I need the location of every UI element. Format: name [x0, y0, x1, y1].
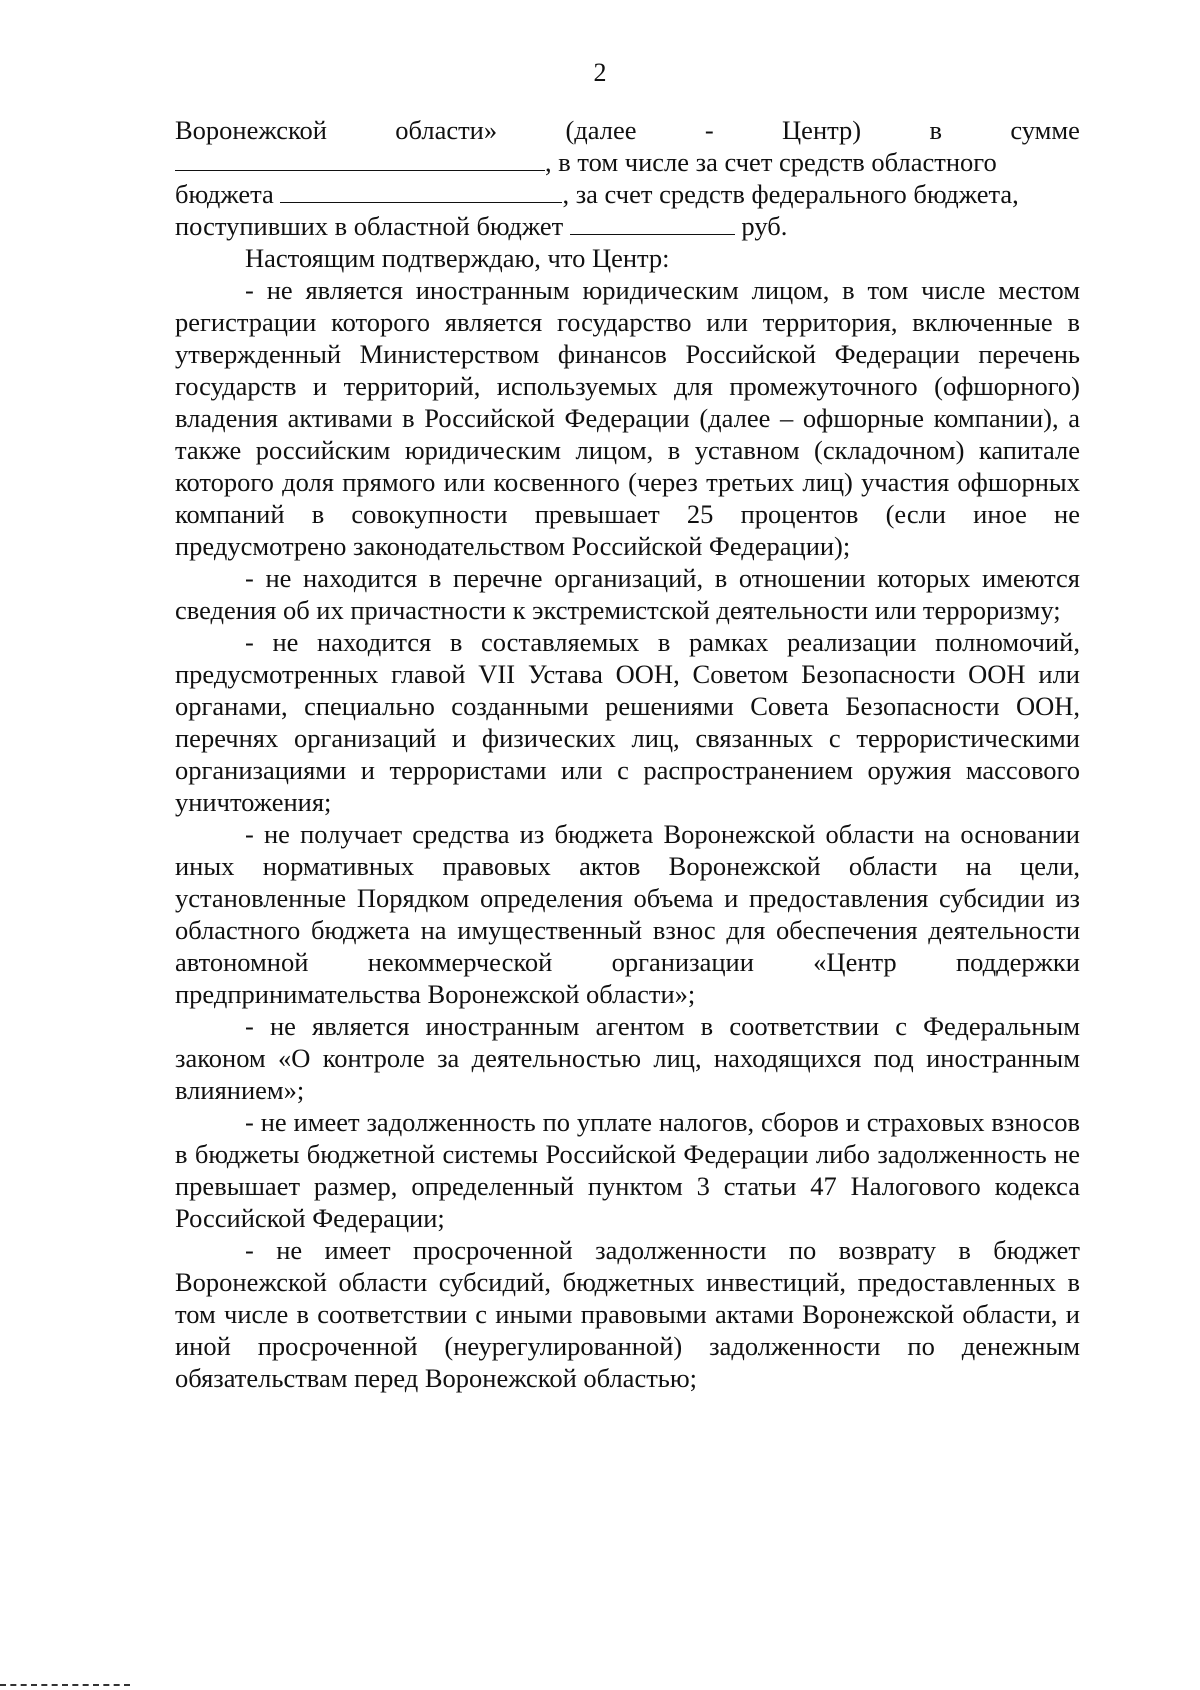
page-number: 2	[593, 58, 607, 87]
intro-word: области»	[395, 115, 498, 145]
intro-word: Центр)	[782, 115, 862, 145]
condition-item: - не имеет просроченной задолженности по возврату в бюджет Воронежской области субсидий, бюджетных инвестиций, предоставленных в том числе в соответствии с иными правовыми актами Воронежской области, и иной просроченной (неурегулированной) задолженности по денежным обязательствам перед Воронежской областью;	[175, 1235, 1080, 1393]
intro-line-2: , в том числе за счет средств областного	[175, 146, 1080, 178]
condition-item: - не имеет задолженность по уплате налогов, сборов и страховых взносов в бюджеты бюджетной системы Российской Федерации либо задолженность не превышает размер, определенный пунктом 3 статьи 47 Налогового кодекса Российской Федерации;	[175, 1107, 1080, 1233]
confirm-statement: Настоящим подтверждаю, что Центр:	[245, 243, 670, 273]
intro-line-3: бюджета , за счет средств федерального бюджета,	[175, 179, 1019, 209]
document-body	[175, 114, 1080, 1394]
condition-item: - не является иностранным агентом в соответствии с Федеральным законом «О контроле за деятельностью лиц, находящихся под иностранным влиянием»;	[175, 1011, 1080, 1105]
intro-word: (далее	[565, 115, 637, 145]
scan-edge-rule	[0, 1684, 130, 1686]
intro-line-1	[175, 114, 1080, 146]
condition-item: - не является иностранным юридическим лицом, в том числе местом регистрации которого является государство или территория, включенные в утвержденный Министерством финансов Российской Федерации перечень государств и территорий, используемых для промежуточного (офшорного) владения активами в Российской Федерации (далее – офшорные компании), а также российским юридическим лицом, в уставном (складочном) капитале которого доля прямого или косвенного (через третьих лиц) участия офшорных компаний в совокупности превышает 25 процентов (если иное не предусмотрено законодательством Российской Федерации);	[175, 275, 1080, 561]
federal-budget-blank[interactable]	[570, 210, 735, 235]
intro-word: сумме	[1010, 115, 1080, 145]
intro-word: в	[929, 115, 942, 145]
intro-word: -	[704, 115, 714, 145]
condition-item: - не находится в составляемых в рамках реализации полномочий, предусмотренных главой VII Устава ООН, Советом Безопасности ООН или органами, специально созданными решениями Совета Безопасности ООН, перечнях организаций и физических лиц, связанных с террористическими организациями и террористами или с распространением оружия массового уничтожения;	[175, 627, 1080, 817]
condition-item: - не находится в перечне организаций, в отношении которых имеются сведения об их причастности к экстремистской деятельности или терроризму;	[175, 563, 1080, 625]
sum-blank[interactable]	[175, 146, 545, 171]
intro-line-4: поступивших в областной бюджет руб.	[175, 211, 788, 241]
condition-item: - не получает средства из бюджета Воронежской области на основании иных нормативных правовых актов Воронежской области на цели, установленные Порядком определения объема и предоставления субсидии из областного бюджета на имущественный взнос для обеспечения деятельности автономной некоммерческой организации «Центр поддержки предпринимательства Воронежской области»;	[175, 819, 1080, 1009]
intro-word: Воронежской	[175, 115, 327, 145]
regional-budget-blank[interactable]	[280, 178, 562, 203]
